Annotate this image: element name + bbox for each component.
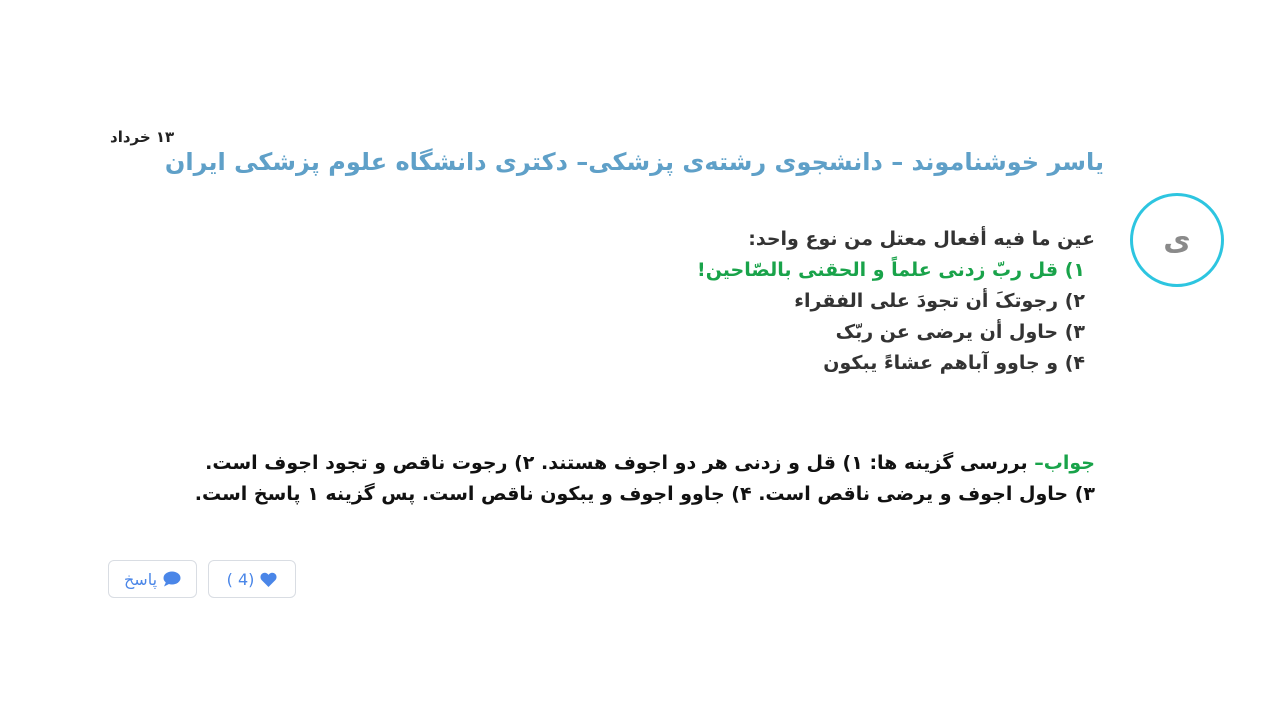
answer-line-1 [195,448,1095,479]
option-3: ۳) حاول أن یرضی عن ربّک [835,321,1085,343]
option-4: ۴) و جاوو آباهم عشاءً یبکون [823,352,1085,374]
answer-line-2: ۳) حاول اجوف و یرضی ناقص است. ۴) جاوو اجوف و یبکون ناقص است. پس گزینه ۱ پاسخ است. [194,483,1095,505]
avatar-letter: ی [1163,222,1191,258]
reply-button[interactable] [108,560,197,598]
like-button[interactable] [208,560,296,598]
reply-label: پاسخ [123,569,158,589]
question-block [697,224,1095,379]
post-date: ۱۳ خرداد [110,128,175,146]
heart-icon [260,572,277,587]
like-count: ( 4) [226,569,255,589]
question-prompt: عین ما فیه أفعال معتل من نوع واحد: [748,228,1095,250]
option-2: ۲) رجوتکَ أن تجودَ علی الفقراء [794,290,1085,312]
answer-block [195,448,1095,510]
answer-label: جواب– [1034,452,1095,474]
author-name[interactable]: یاسر خوشناموند – دانشجوی رشته‌ی پزشکی– دکتری دانشگاه علوم پزشکی ایران [164,148,1104,176]
option-1: ۱) قل ربّ زدنی علماً و الحقنی بالصّاحین! [697,259,1085,281]
answer-text-1: بررسی گزینه ها: ۱) قل و زدنی هر دو اجوف هستند. ۲) رجوت ناقص و تجود اجوف است. [205,452,1035,474]
avatar[interactable] [1130,193,1224,287]
chat-bubble-icon [163,571,181,587]
